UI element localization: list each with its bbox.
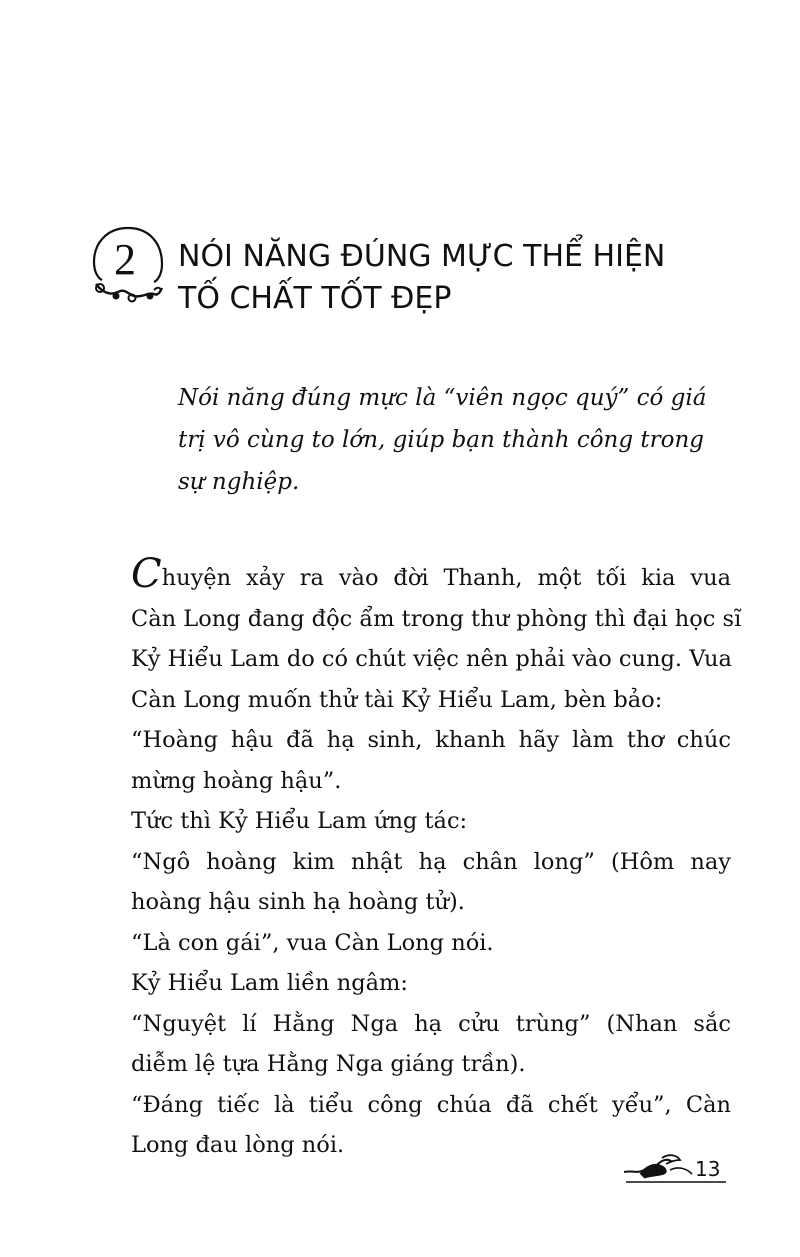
chapter-number: 2 xyxy=(114,235,136,284)
body-line: “Đáng tiếc là tiểu công chúa đã chết yểu”, Càn xyxy=(131,1091,731,1118)
quote-line: trị vô cùng to lớn, giúp bạn thành công trong xyxy=(178,427,705,453)
body-line: “Là con gái”, vua Càn Long nói. xyxy=(131,929,494,956)
body-line: Càn Long muốn thử tài Kỷ Hiểu Lam, bèn bảo: xyxy=(131,686,663,713)
body-line: Long đau lòng nói. xyxy=(131,1132,345,1158)
body-line: Tức thì Kỷ Hiểu Lam ứng tác: xyxy=(131,808,468,834)
body-line: “Hoàng hậu đã hạ sinh, khanh hãy làm thơ chúc xyxy=(131,727,731,753)
quote-line: sự nghiệp. xyxy=(178,469,300,495)
quote-line: Nói năng đúng mực là “viên ngọc quý” có giá xyxy=(178,385,707,411)
body-line: Kỷ Hiểu Lam liền ngâm: xyxy=(131,970,408,996)
body-line-text: huyện xảy ra vào đời Thanh, một tối kia vua xyxy=(161,565,731,591)
body-line: Kỷ Hiểu Lam do có chút việc nên phải vào cung. Vua xyxy=(131,646,732,672)
drop-cap: C xyxy=(131,551,162,597)
epigraph-quote xyxy=(178,377,738,503)
body-line xyxy=(131,551,731,599)
body-line: “Ngô hoàng kim nhật hạ chân long” (Hôm nay xyxy=(131,848,731,875)
body-line: Càn Long đang độc ẩm trong thư phòng thì đại học sĩ xyxy=(131,605,742,632)
page-number: 13 xyxy=(695,1157,721,1181)
body-line: diễm lệ tựa Hằng Nga giáng trần). xyxy=(131,1051,526,1077)
chapter-title-line: NÓI NĂNG ĐÚNG MỰC THỂ HIỆN xyxy=(178,239,666,274)
body-line: “Nguyệt lí Hằng Nga hạ cửu trùng” (Nhan sắc xyxy=(131,1010,731,1037)
body-line: mừng hoàng hậu”. xyxy=(131,767,342,794)
chapter-title-line: TỐ CHẤT TỐT ĐẸP xyxy=(178,281,452,316)
chapter-title xyxy=(178,236,665,320)
body-line: hoàng hậu sinh hạ hoàng tử). xyxy=(131,889,465,915)
body-text xyxy=(131,551,742,1166)
